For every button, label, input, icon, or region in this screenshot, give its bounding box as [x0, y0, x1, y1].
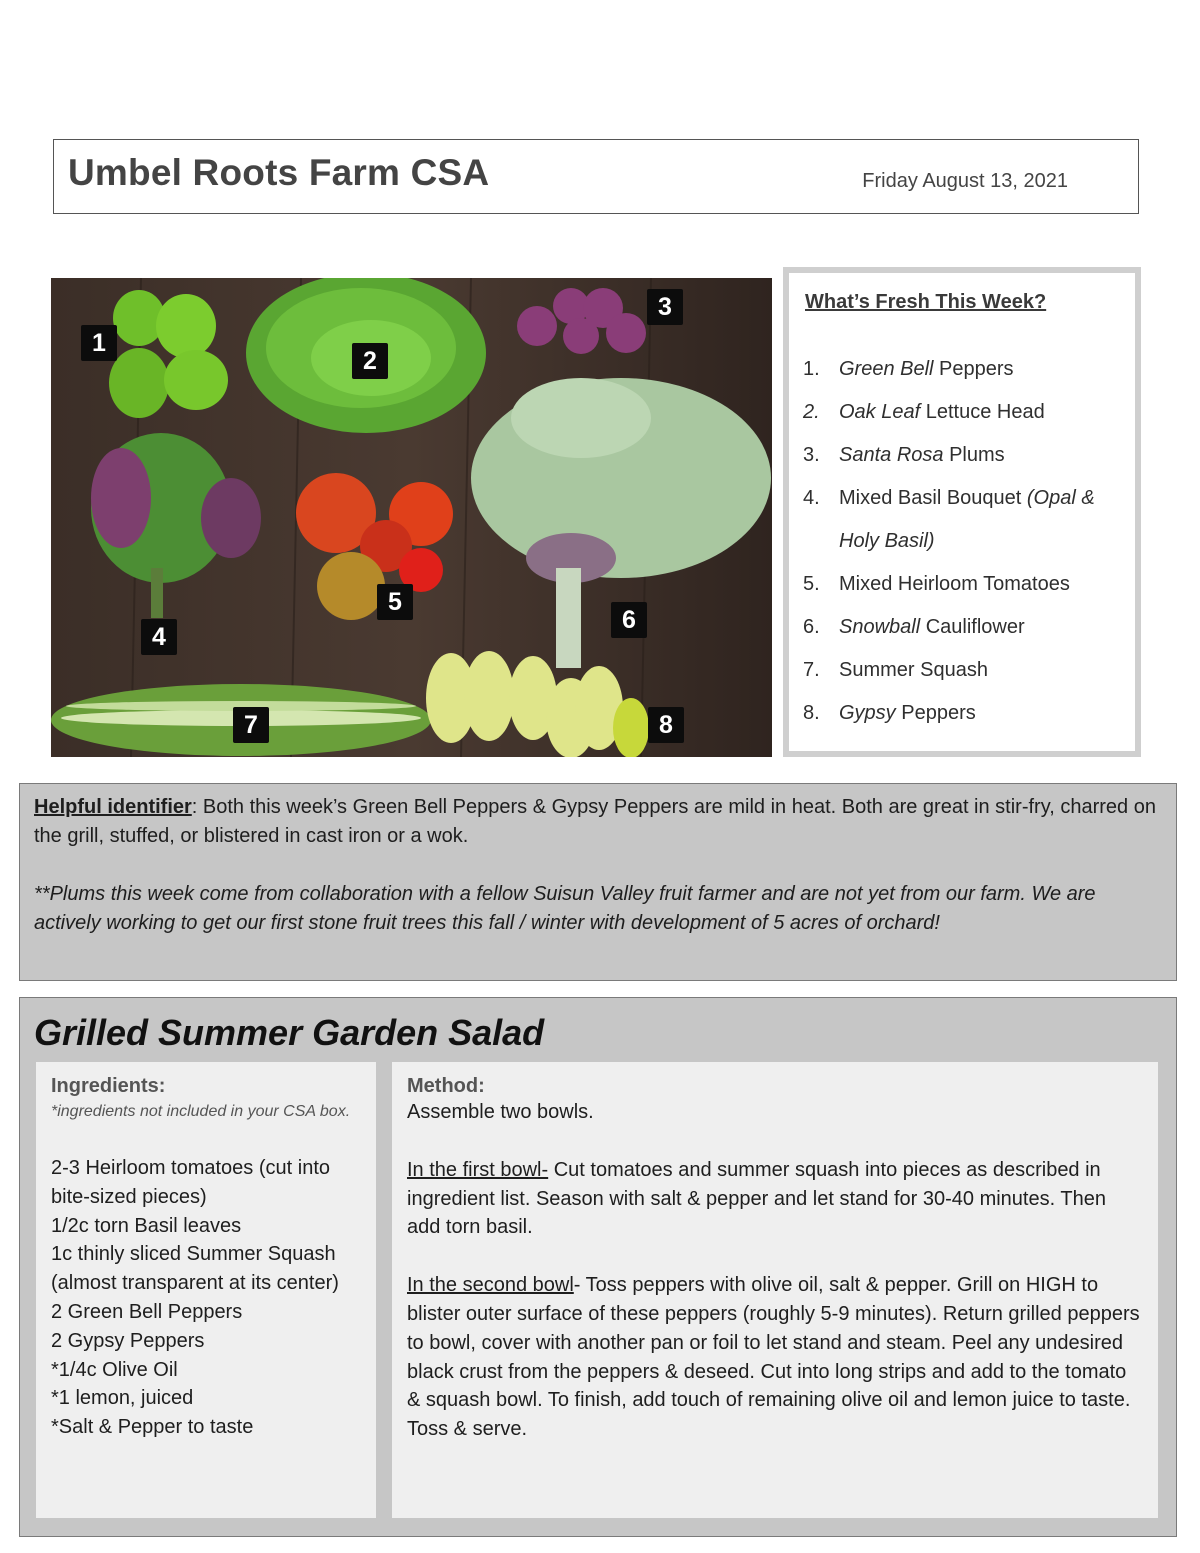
produce-illustration: [51, 278, 772, 757]
photo-badge-5: 5: [377, 584, 413, 620]
recipe-title: Grilled Summer Garden Salad: [34, 1012, 545, 1053]
farm-title: Umbel Roots Farm CSA: [68, 152, 490, 193]
list-item-number: 7.: [803, 659, 820, 681]
list-item-italic: Gypsy: [839, 702, 896, 724]
list-item-text: Peppers: [895, 702, 976, 724]
list-item-text: Plums: [943, 444, 1005, 466]
list-item: [803, 434, 1133, 477]
photo-badge-4: 4: [141, 619, 177, 655]
list-item-text: Lettuce Head: [920, 401, 1045, 423]
first-bowl-text: Cut tomatoes and summer squash into pieces as described in ingredient list. Season with salt & pepper and let stand for 30-40 minutes. Then add torn basil.: [407, 1158, 1106, 1239]
list-item-text: Mixed Basil Bouquet: [839, 487, 1027, 509]
recipe-box: [19, 997, 1177, 1537]
ingredients-heading: Ingredients:: [51, 1075, 166, 1097]
list-item-text: Peppers: [933, 358, 1014, 380]
list-item-italic: Santa Rosa: [839, 444, 944, 466]
ingredients-panel: [36, 1062, 376, 1518]
second-bowl-text: - Toss peppers with olive oil, salt & pepper. Grill on HIGH to blister outer surface of these peppers (roughly 5-9 minutes). Return grilled peppers to bowl, cover with another pan or foil to let stand and steam. Peel any undesired black crust from the peppers & deseed. Cut into long strips and add to the tomato & squash bowl. To finish, add touch of remaining olive oil and lemon juice to taste. Toss & serve.: [407, 1274, 1140, 1441]
list-item: [803, 348, 1133, 391]
photo-badge-8: 8: [648, 707, 684, 743]
photo-badge-2: 2: [352, 343, 388, 379]
list-item: [803, 692, 1133, 735]
list-item-number: 2.: [803, 401, 820, 423]
list-item: [803, 606, 1133, 649]
list-item-number: 6.: [803, 616, 820, 638]
photo-badge-6: 6: [611, 602, 647, 638]
list-item: [803, 477, 1133, 563]
list-item-italic: Oak Leaf: [839, 401, 921, 423]
method-step-first-bowl: [407, 1156, 1143, 1242]
identifier-label: Helpful identifier: [34, 796, 192, 818]
method-step-second-bowl: [407, 1271, 1143, 1444]
ingredient-item: *Salt & Pepper to taste: [51, 1416, 254, 1439]
ingredient-item: 2-3 Heirloom tomatoes (cut into bite-sized pieces): [51, 1157, 331, 1208]
ingredient-item: 1/2c torn Basil leaves: [51, 1214, 242, 1237]
first-bowl-label: In the first bowl-: [407, 1158, 549, 1181]
list-item: [803, 391, 1133, 434]
plums-note: **Plums this week come from collaboration with a fellow Suisun Valley fruit farmer and are not yet from our farm. We are actively working to get our first stone fruit trees this fall / winter with development of 5 acres of orchard!: [34, 883, 1096, 934]
ingredient-item: 2 Gypsy Peppers: [51, 1329, 205, 1352]
ingredients-list: [51, 1154, 361, 1442]
list-item-text: Cauliflower: [920, 616, 1025, 638]
list-item-italic: (Opal & Holy Basil): [839, 487, 1095, 552]
list-item-number: 5.: [803, 573, 820, 595]
whats-fresh-list: [803, 348, 1133, 735]
ingredient-item: 1c thinly sliced Summer Squash (almost transparent at its center): [51, 1243, 339, 1295]
ingredient-item: *1/4c Olive Oil: [51, 1358, 178, 1381]
photo-badge-1: 1: [81, 325, 117, 361]
list-item-number: 8.: [803, 702, 820, 724]
list-item-number: 4.: [803, 487, 820, 509]
issue-date: Friday August 13, 2021: [862, 170, 1068, 192]
list-item-text: Mixed Heirloom Tomatoes: [839, 573, 1070, 595]
ingredients-note: *ingredients not included in your CSA box.: [51, 1103, 351, 1120]
produce-photo: [51, 278, 772, 757]
whats-fresh-title: What’s Fresh This Week?: [805, 291, 1047, 313]
ingredient-item: *1 lemon, juiced: [51, 1387, 194, 1410]
header-box: [53, 139, 1139, 214]
list-item: [803, 563, 1133, 606]
list-item-text: Summer Squash: [839, 659, 988, 681]
whats-fresh-box: [783, 267, 1141, 757]
list-item-number: 3.: [803, 444, 820, 466]
list-item-italic: Green Bell: [839, 358, 934, 380]
second-bowl-label: In the second bowl: [407, 1274, 574, 1297]
identifier-paragraph: [34, 793, 1162, 851]
photo-badge-7: 7: [233, 707, 269, 743]
method-intro: Assemble two bowls.: [407, 1101, 594, 1123]
helpful-identifier-box: [19, 783, 1177, 981]
ingredient-item: 2 Green Bell Peppers: [51, 1300, 243, 1323]
list-item: [803, 649, 1133, 692]
list-item-number: 1.: [803, 358, 820, 380]
identifier-text: : Both this week’s Green Bell Peppers & Gypsy Peppers are mild in heat. Both are great in stir-fry, charred on the grill, stuffed, or blistered in cast iron or a wok.: [34, 796, 1156, 847]
method-panel: [392, 1062, 1158, 1518]
list-item-italic: Snowball: [839, 616, 921, 638]
photo-badge-3: 3: [647, 289, 683, 325]
method-heading: Method:: [407, 1075, 485, 1097]
